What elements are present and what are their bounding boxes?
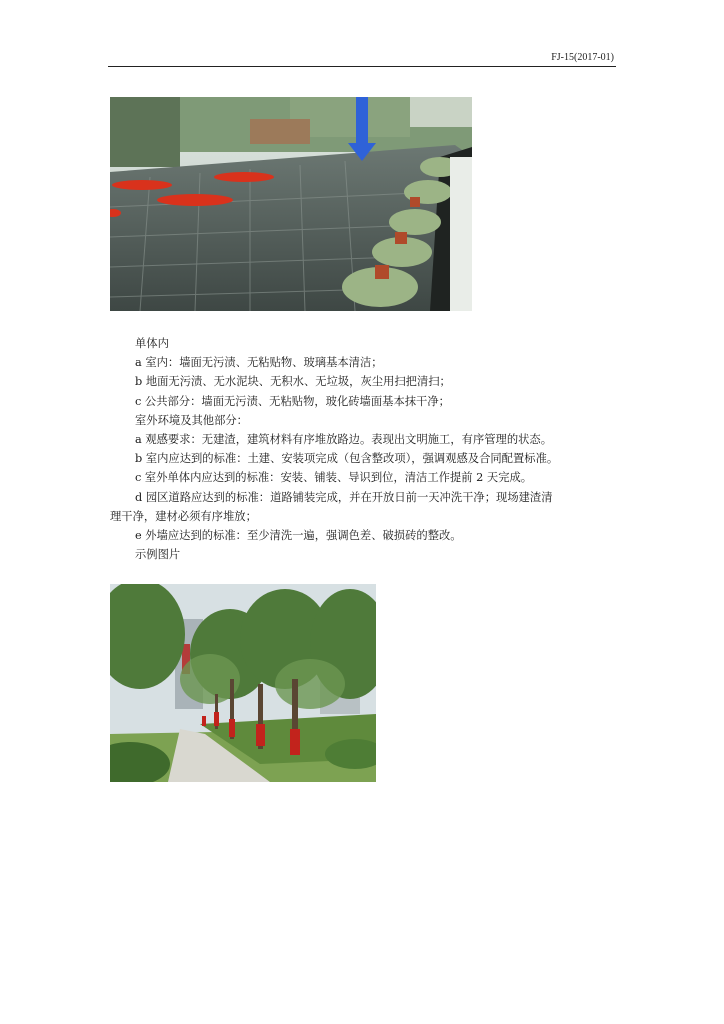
line-outdoor-a: a 观感要求：无建渣，建筑材料有序堆放路边。表现出文明施工，有序管理的状态。 — [135, 433, 553, 447]
line-outdoor-d: d 园区道路应达到的标准：道路铺装完成，并在开放日前一天冲洗干净；现场建渣清 — [135, 490, 553, 504]
line-outdoor-b: b 室内应达到的标准：土建、安装项完成（包含整改项），强调观感及合同配置标准。 — [135, 452, 559, 466]
line-interior-b: b 地面无污渍、无水泥块、无积水、无垃圾，灰尘用扫把清扫； — [135, 375, 451, 389]
section-heading-unit-interior: 单体内 — [135, 337, 169, 350]
section-heading-outdoor: 室外环境及其他部分： — [135, 413, 248, 427]
line-outdoor-d-cont: 理干净，建材必须有序堆放； — [110, 509, 257, 523]
line-outdoor-e: e 外墙应达到的标准：至少清洗一遍，强调色差、破损砖的整改。 — [135, 529, 462, 543]
line-interior-a: a 室内：墙面无污渍、无粘贴物、玻璃基本清洁； — [135, 356, 383, 370]
document-body — [110, 334, 618, 564]
pool-photo — [110, 97, 472, 311]
line-outdoor-c: c 室外单体内应达到的标准：安装、铺装、导识到位，清洁工作提前 2 天完成。 — [135, 471, 533, 485]
path-photo — [110, 584, 376, 782]
line-interior-c: c 公共部分：墙面无污渍、无粘贴物，玻化砖墙面基本抹干净； — [135, 394, 450, 408]
example-images-label: 示例图片 — [135, 548, 181, 562]
document-code: FJ-15(2017-01) — [551, 52, 614, 63]
header-rule — [108, 66, 616, 67]
